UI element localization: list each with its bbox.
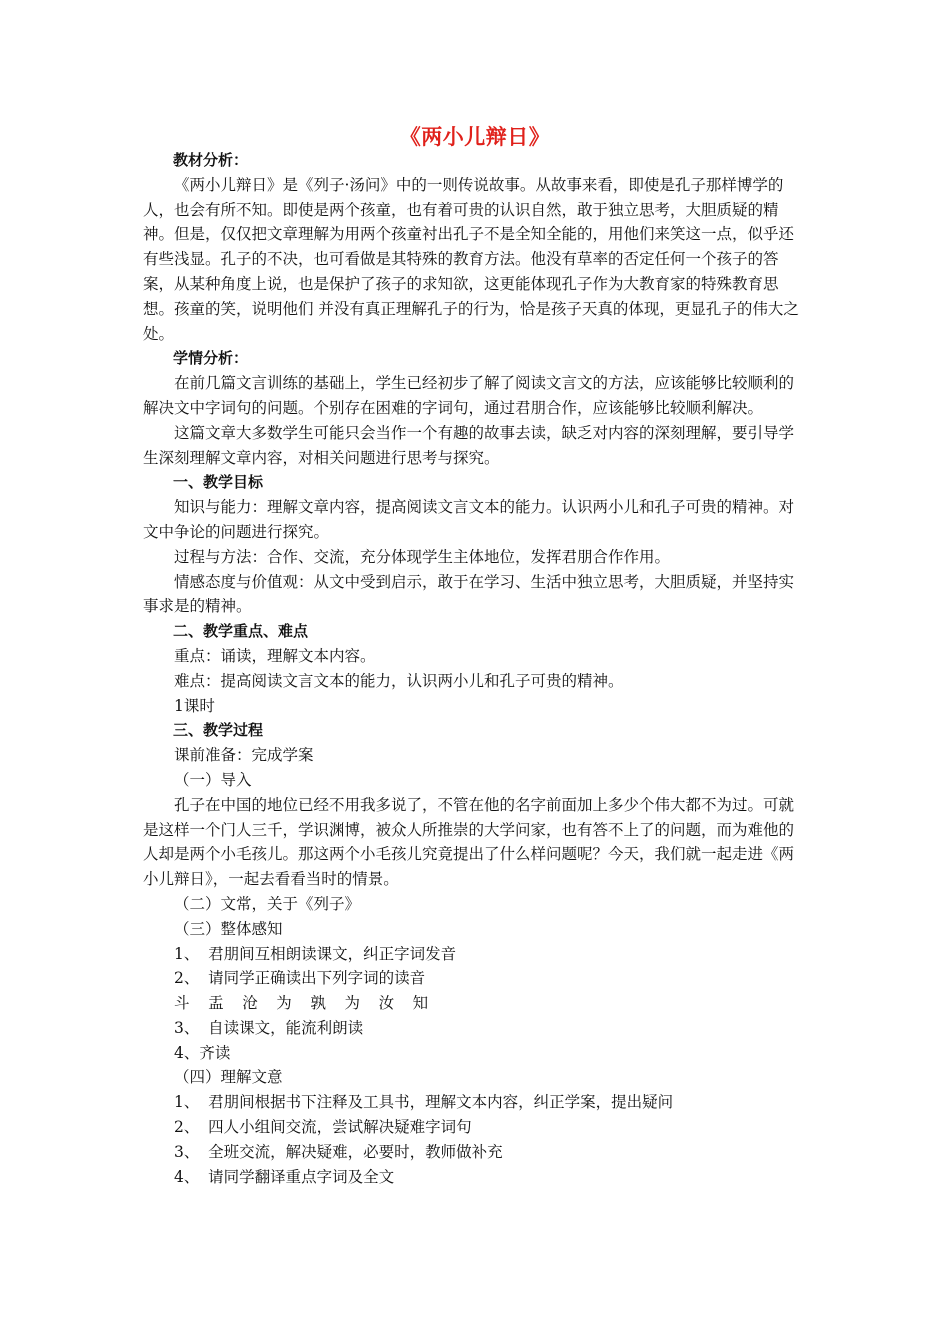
class-hours: 1课时	[174, 696, 215, 715]
paragraph-student-analysis-1: 在前几篇文言训练的基础上，学生已经初步了解了阅读文言文的方法，应该能够比较顺利的解决文中字词句的问题。个别存在困难的字词句，通过君朋合作，应该能够比较顺利解决。	[143, 374, 795, 417]
paragraph-textbook-analysis: 《两小儿辩日》是《列子·汤问》中的一则传说故事。从故事来看，即使是孔子那样博学的人，也会有所不知。即使是两个孩童，也有着可贵的认识自然，敢于独立思考，大胆质疑的精神。但是，仅仅把文章理解为用两个孩童衬出孔子不是全知全能的，用他们来笑这一点，似乎还有些浅显。孔子的不决，也可看做是其特殊的教育方法。他没有草率的否定任何一个孩子的答案，从某种角度上说，也是保护了孩子的求知欲，这更能体现孔子作为大教育家的特殊教育思想。孩童的笑，说明他们 并没有真正理解孔子的行为，恰是孩子天真的体现，更显孔子的伟大之处。	[143, 175, 799, 343]
goal-emotion: 情感态度与价值观：从文中受到启示，敢于在学习、生活中独立思考，大胆质疑，并坚持实事求是的精神。	[143, 572, 795, 616]
section-heading-goals: 一、教学目标	[173, 473, 264, 492]
step4-heading: （四）理解文意	[174, 1068, 283, 1087]
character: 孰	[310, 994, 326, 1013]
section-heading-process: 三、教学过程	[173, 721, 264, 740]
list-item: 1、 君朋间互相朗读课文，纠正字词发音	[174, 944, 457, 963]
step3-heading: （三）整体感知	[174, 919, 283, 938]
list-item: 1、 君朋间根据书下注释及工具书，理解文本内容，纠正学案，提出疑问	[174, 1093, 674, 1112]
prep-text: 课前准备：完成学案	[174, 746, 314, 765]
character-list	[143, 991, 806, 1016]
section-heading-textbook-analysis: 教材分析：	[173, 151, 249, 169]
goal-knowledge: 知识与能力：理解文章内容，提高阅读文言文本的能力。认识两小儿和孔子可贵的精神。对文中争论的问题进行探究。	[143, 498, 795, 541]
list-item: 3、 全班交流，解决疑难，必要时，教师做补充	[174, 1142, 503, 1161]
section-heading-student-analysis: 学情分析：	[173, 349, 249, 368]
character: 为	[344, 994, 360, 1013]
step2-heading: （二）文常，关于《列子》	[174, 894, 361, 913]
character: 为	[276, 994, 292, 1013]
document-body	[143, 148, 806, 1189]
step1-heading: （一）导入	[174, 770, 252, 789]
list-item: 2、 四人小组间交流，尝试解决疑难字词句	[174, 1118, 472, 1137]
page-title: 《两小儿辩日》	[399, 124, 551, 149]
character: 汝	[378, 994, 395, 1013]
step1-paragraph: 孔子在中国的地位已经不用我多说了，不管在他的名字前面加上多少个伟大都不为过。可就是这样一个门人三千，学识渊博，被众人所推崇的大学问家，也有答不上了的问题，而为难他的人却是两个小毛孩儿。那这两个小毛孩儿究竟提出了什么样问题呢？今天，我们就一起走进《两小儿辩日》，一起去看看当时的情景。	[143, 795, 795, 889]
paragraph-student-analysis-2: 这篇文章大多数学生可能只会当作一个有趣的故事去读，缺乏对内容的深刻理解，要引导学生深刻理解文章内容，对相关问题进行思考与探究。	[143, 423, 795, 467]
list-item: 4、齐读	[174, 1043, 231, 1062]
list-item: 3、 自读课文，能流利朗读	[174, 1018, 364, 1037]
character: 知	[412, 994, 429, 1013]
list-item: 4、 请同学翻译重点字词及全文	[174, 1167, 395, 1186]
section-heading-key-points: 二、教学重点、难点	[173, 622, 309, 641]
character: 斗	[174, 994, 190, 1013]
list-item: 2、 请同学正确读出下列字词的读音	[174, 969, 426, 988]
character: 沧	[242, 994, 258, 1013]
character: 盂	[208, 994, 224, 1013]
key-point: 重点：诵读，理解文本内容。	[174, 646, 376, 665]
difficult-point: 难点：提高阅读文言文本的能力，认识两小儿和孔子可贵的精神。	[174, 671, 624, 690]
goal-process: 过程与方法：合作、交流，充分体现学生主体地位，发挥君朋合作作用。	[174, 547, 671, 566]
